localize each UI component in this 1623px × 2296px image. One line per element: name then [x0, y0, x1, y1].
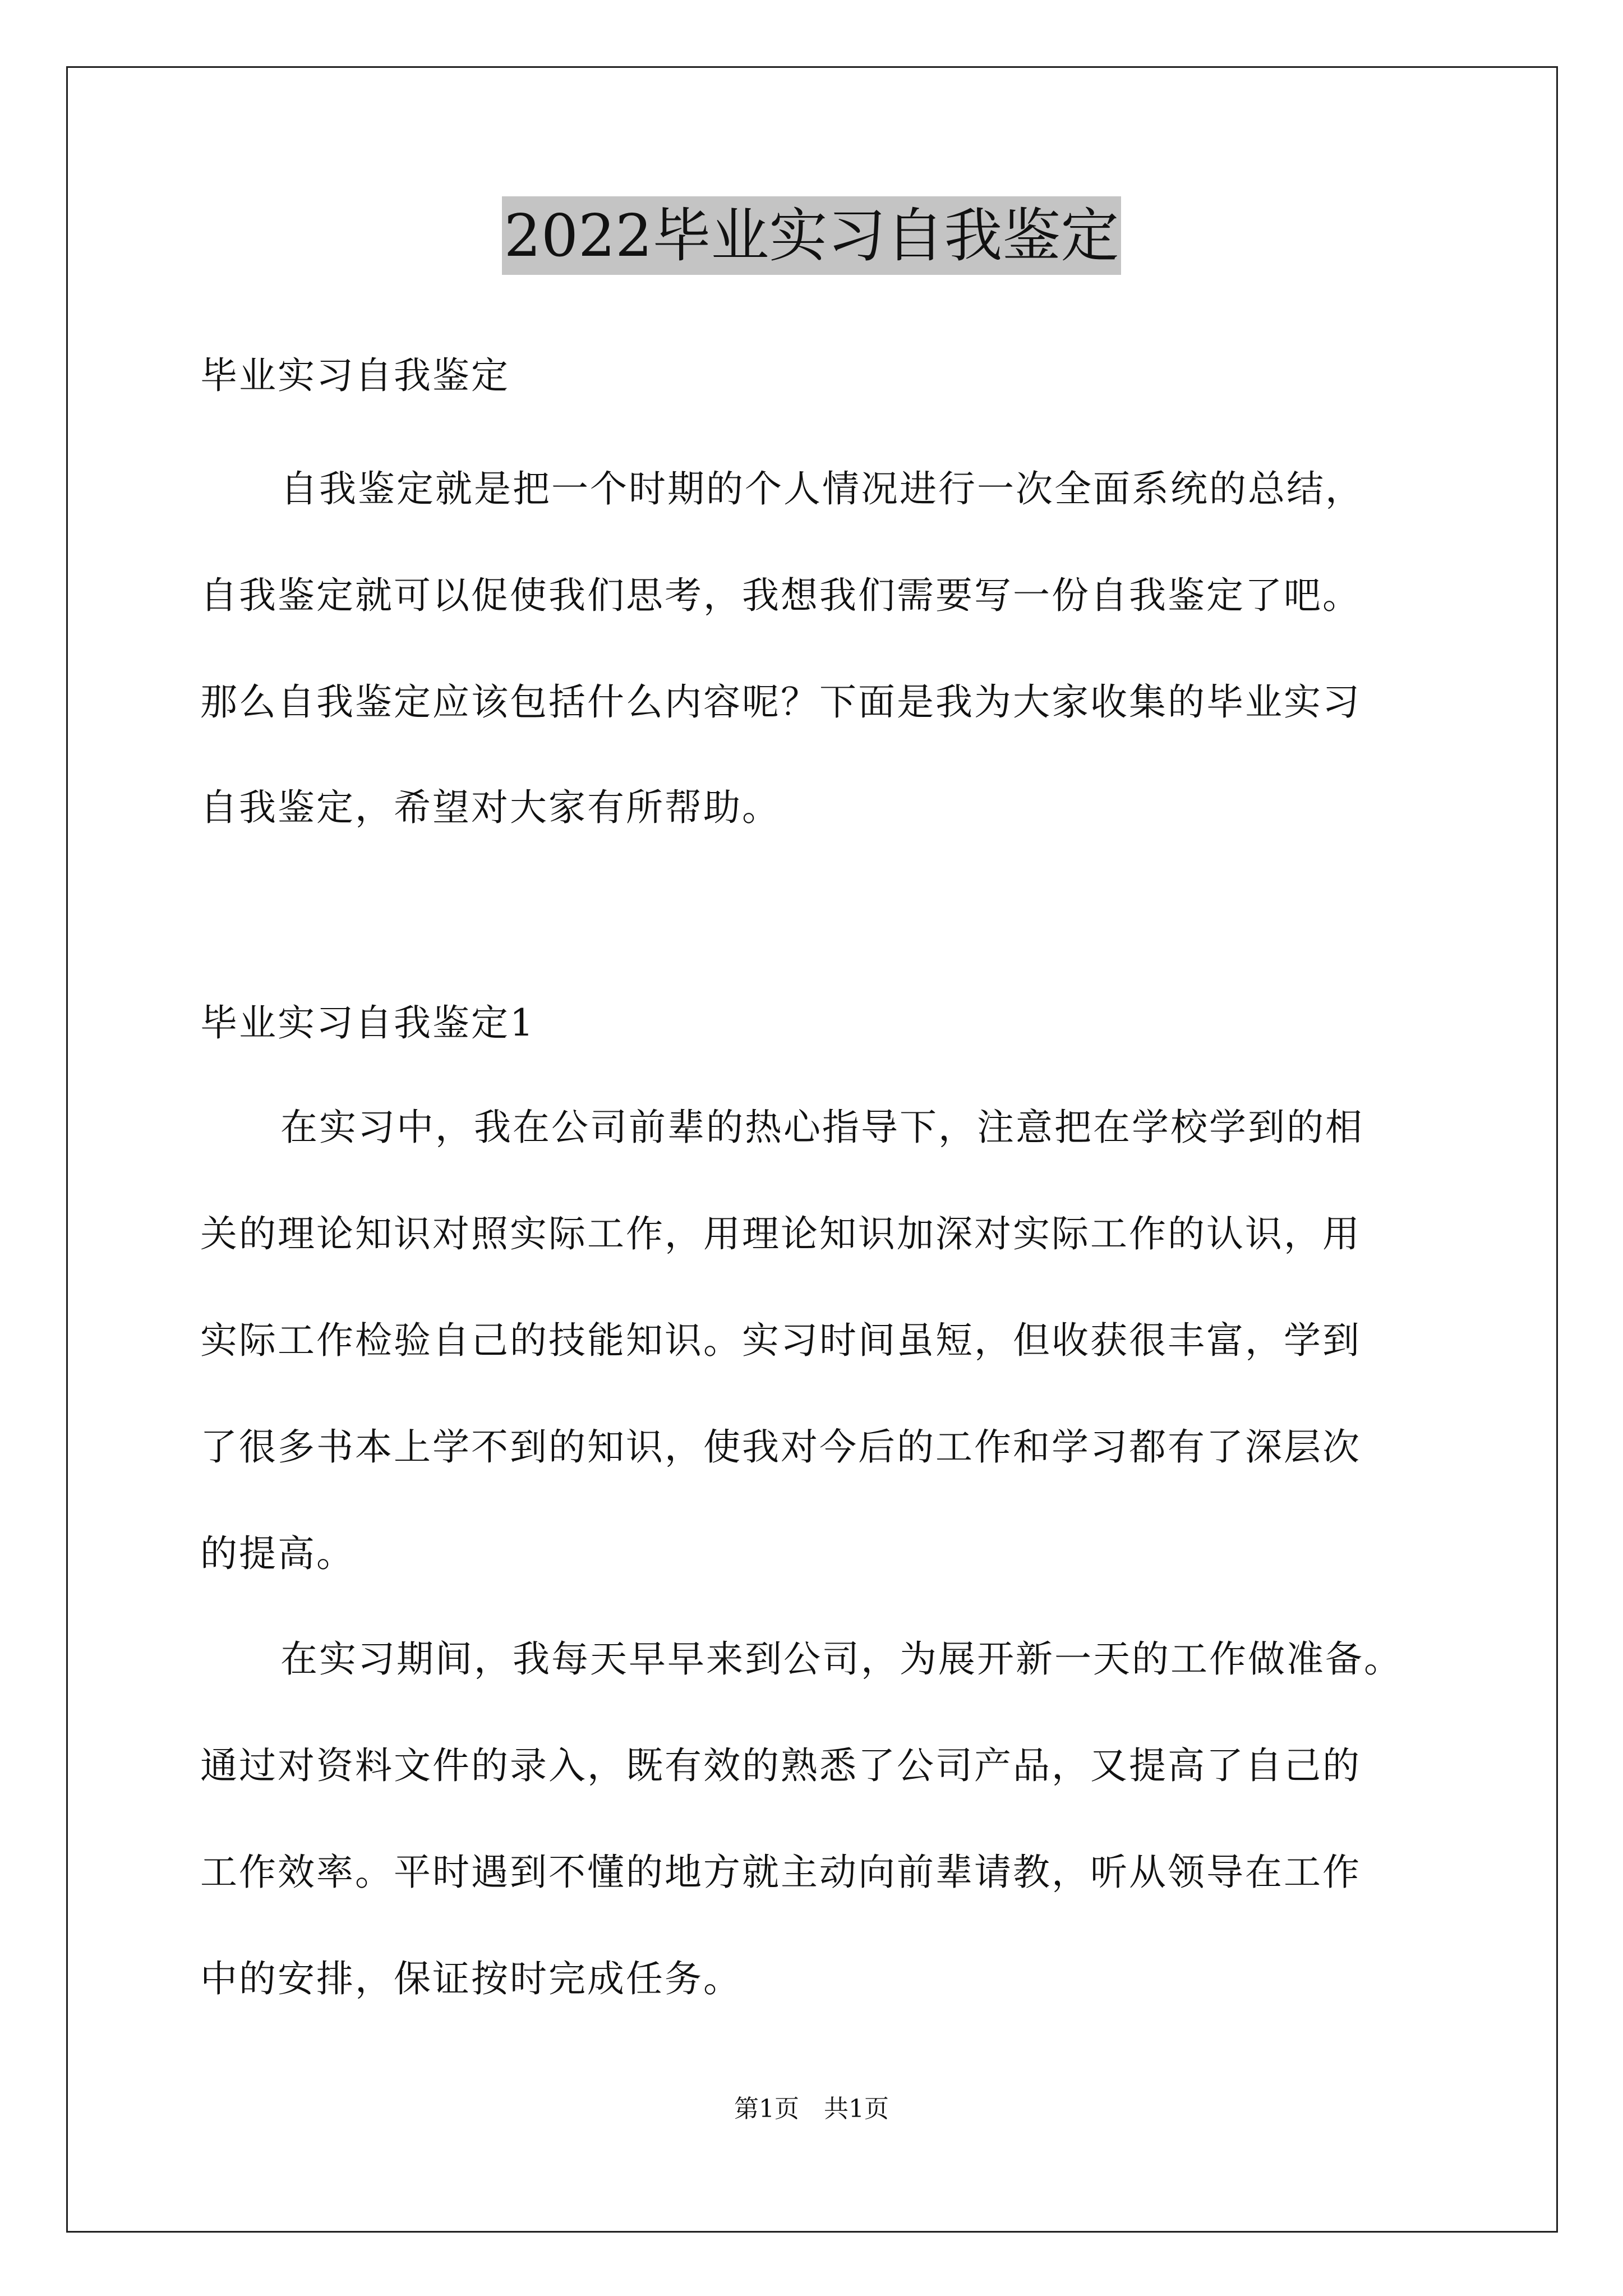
paragraph-line: 了很多书本上学不到的知识，使我对今后的工作和学习都有了深层次	[200, 1425, 1361, 1469]
page-footer: 第1页 共1页	[734, 2095, 889, 2123]
paragraph-line: 在实习期间，我每天早早来到公司，为展开新一天的工作做准备。	[280, 1637, 1403, 1681]
paragraph-line: 的提高。	[200, 1532, 355, 1575]
section-heading: 毕业实习自我鉴定1	[200, 1001, 535, 1045]
paragraph-line: 自我鉴定，希望对大家有所帮助。	[200, 786, 781, 829]
paragraph-line: 关的理论知识对照实际工作，用理论知识加深对实际工作的认识，用	[200, 1212, 1361, 1255]
paragraph-line: 通过对资料文件的录入，既有效的熟悉了公司产品，又提高了自己的	[200, 1744, 1361, 1787]
paragraph-line: 那么自我鉴定应该包括什么内容呢？下面是我为大家收集的毕业实习	[200, 680, 1361, 724]
intro-heading: 毕业实习自我鉴定	[200, 354, 510, 397]
paragraph-line: 中的安排，保证按时完成任务。	[200, 1957, 742, 2000]
document-title: 2022毕业实习自我鉴定	[502, 196, 1122, 275]
paragraph-line: 工作效率。平时遇到不懂的地方就主动向前辈请教，听从领导在工作	[200, 1851, 1361, 1894]
paragraph-line: 自我鉴定就可以促使我们思考，我想我们需要写一份自我鉴定了吧。	[200, 574, 1361, 617]
paragraph-line: 实际工作检验自己的技能知识。实习时间虽短，但收获很丰富，学到	[200, 1319, 1361, 1362]
paragraph-line: 在实习中，我在公司前辈的热心指导下，注意把在学校学到的相	[280, 1106, 1364, 1149]
paragraph-line: 自我鉴定就是把一个时期的个人情况进行一次全面系统的总结，	[280, 467, 1364, 510]
document-title-block	[0, 196, 1623, 275]
